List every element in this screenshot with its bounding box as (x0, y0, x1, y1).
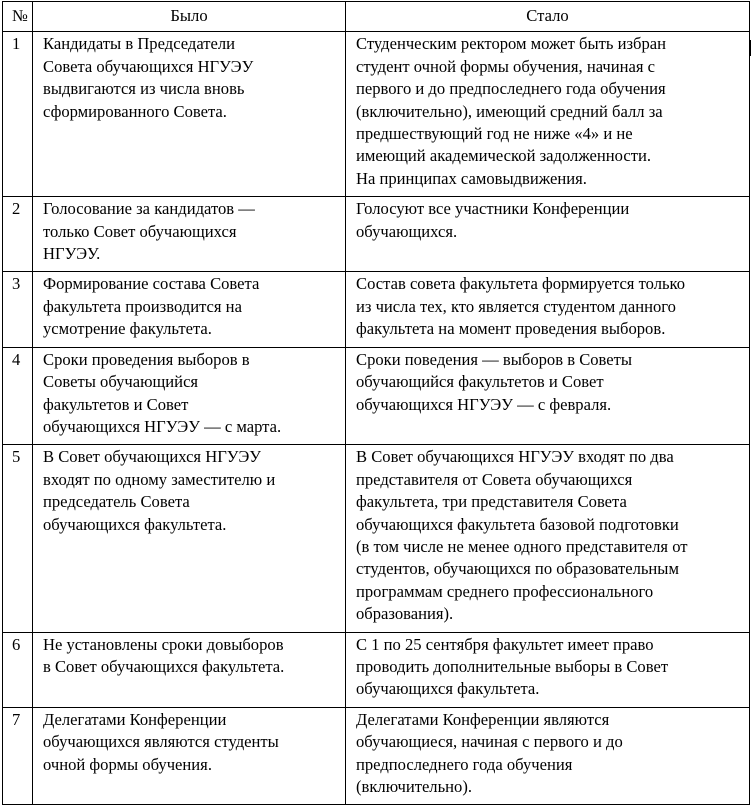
cell-after (346, 707, 750, 805)
header-before: Было (33, 2, 346, 32)
table-row (3, 197, 750, 272)
cell-text-line: факультета производится на (43, 296, 242, 316)
table-row (3, 272, 750, 347)
cell-text-line: только Совет обучающихся (43, 221, 237, 241)
cell-text-line: в Совет обучающихся факультета. (43, 656, 285, 676)
table-row (3, 445, 750, 632)
page-edge-mark (750, 40, 751, 56)
cell-text-line: обучающихся НГУЭУ — с марта. (43, 416, 282, 436)
cell-text-line: выдвигаются из числа вновь (43, 79, 245, 99)
cell-before (33, 632, 346, 707)
cell-before (33, 445, 346, 632)
cell-text-line: Студенческим ректором может быть избран (356, 34, 667, 54)
cell-text-line: Состав совета факультета формируется только (356, 274, 686, 294)
table-body (3, 32, 750, 805)
cell-text-line: Не установлены сроки довыборов (43, 634, 284, 654)
cell-text-line: усмотрение факультета. (43, 319, 212, 339)
cell-text-line: Советы обучающийся (43, 372, 199, 392)
header-row (3, 2, 750, 32)
cell-text-line: Голосование за кандидатов — (43, 199, 255, 219)
cell-text-line: Кандидаты в Председатели (43, 34, 236, 54)
cell-after (346, 32, 750, 197)
cell-text-line: входят по одному заместителю и (43, 469, 276, 489)
cell-text-line: очной формы обучения. (43, 754, 212, 774)
cell-text-line: обучающихся НГУЭУ — с февраля. (356, 394, 612, 414)
cell-text-line: обучающихся факультета. (356, 679, 540, 699)
cell-before (33, 707, 346, 805)
cell-text-line: Формирование состава Совета (43, 274, 260, 294)
cell-text-line: (включительно), имеющий средний балл за (356, 101, 663, 121)
cell-text-line: имеющий академической задолженности. (356, 146, 652, 166)
cell-text-line: студент очной формы обучения, начиная с (356, 56, 656, 76)
cell-text-line: образования). (356, 604, 454, 624)
cell-text-line: (включительно). (356, 777, 473, 796)
cell-text-line: С 1 по 25 сентября факультет имеет право (356, 634, 654, 654)
cell-text-line: На принципах самовыдвижения. (356, 168, 587, 188)
cell-text-line: факультета на момент проведения выборов. (356, 319, 666, 339)
cell-text-line: председатель Совета (43, 492, 190, 512)
cell-text-line: сформированного Совета. (43, 101, 227, 121)
table-row (3, 707, 750, 805)
cell-text-line: обучающихся. (356, 221, 458, 241)
table-row (3, 347, 750, 445)
row-number: 3 (3, 272, 33, 347)
cell-text-line: из числа тех, кто является студентом данного (356, 296, 676, 316)
comparison-table (2, 1, 750, 805)
cell-text-line: первого и до предпоследнего года обучения (356, 79, 666, 99)
cell-text-line: обучающихся являются студенты (43, 732, 279, 752)
row-number: 7 (3, 707, 33, 805)
header-after: Стало (346, 2, 750, 32)
cell-after (346, 445, 750, 632)
cell-text-line: факультетов и Совет (43, 394, 189, 414)
row-number: 5 (3, 445, 33, 632)
cell-text-line: В Совет обучающихся НГУЭУ (43, 447, 262, 467)
cell-before (33, 347, 346, 445)
cell-text-line: студентов, обучающихся по образовательным (356, 559, 679, 579)
cell-after (346, 347, 750, 445)
cell-text-line: проводить дополнительные выборы в Совет (356, 656, 669, 676)
cell-text-line: Делегатами Конференции (43, 709, 227, 729)
cell-text-line: Совета обучающихся НГУЭУ (43, 56, 254, 76)
cell-after (346, 197, 750, 272)
cell-text-line: Сроки поведения — выборов в Советы (356, 349, 633, 369)
table-row (3, 32, 750, 197)
cell-after (346, 632, 750, 707)
cell-text-line: Делегатами Конференции являются (356, 709, 610, 729)
cell-text-line: (в том числе не менее одного представителя от (356, 536, 688, 556)
cell-text-line: предпоследнего года обучения (356, 754, 573, 774)
cell-text-line: факультета, три представителя Совета (356, 492, 627, 512)
cell-text-line: предшествующий год не ниже «4» и не (356, 124, 633, 144)
cell-text-line: НГУЭУ. (43, 244, 101, 264)
cell-text-line: В Совет обучающихся НГУЭУ входят по два (356, 447, 674, 467)
cell-text-line: представителя от Совета обучающихся (356, 469, 633, 489)
cell-text-line: обучающиеся, начиная с первого и до (356, 732, 623, 752)
cell-before (33, 197, 346, 272)
cell-before (33, 272, 346, 347)
cell-text-line: Голосуют все участники Конференции (356, 199, 630, 219)
header-number: № (3, 2, 33, 32)
table-row (3, 632, 750, 707)
row-number: 2 (3, 197, 33, 272)
row-number: 4 (3, 347, 33, 445)
row-number: 1 (3, 32, 33, 197)
cell-text-line: программам среднего профессионального (356, 581, 654, 601)
cell-text-line: Сроки проведения выборов в (43, 349, 250, 369)
cell-before (33, 32, 346, 197)
cell-text-line: обучающихся факультета. (43, 514, 227, 534)
row-number: 6 (3, 632, 33, 707)
cell-text-line: обучающихся факультета базовой подготовки (356, 514, 679, 534)
cell-text-line: обучающийся факультетов и Совет (356, 372, 604, 392)
cell-after (346, 272, 750, 347)
